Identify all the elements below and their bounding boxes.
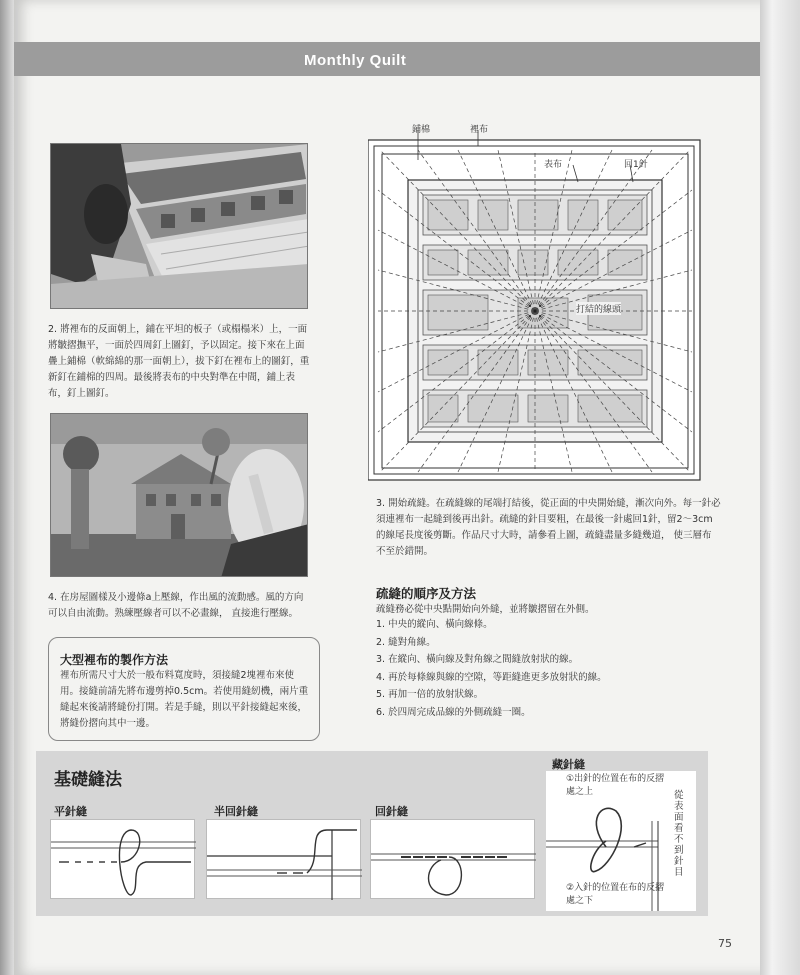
blind-note-1: ①出針的位置在布的反摺處之上 (566, 774, 665, 797)
basting-step: 6. 於四周完成品線的外側疏縫一圈。 (376, 706, 531, 718)
basic-stitches-title: 基礎縫法 (54, 770, 122, 790)
basting-step: 1. 中央的縱向、橫向線條。 (376, 619, 493, 630)
running-stitch-image (51, 820, 196, 900)
basting-step: 4. 再於每條線與線的空隙，等距縫進更多放射狀的線。 (376, 671, 607, 683)
label-knot: 打結的線頭 (576, 302, 621, 315)
blind-vertical-note: 從表面看不到針目 (674, 790, 684, 878)
back-stitch-label: 回針縫 (375, 805, 408, 818)
half-back-stitch-label: 半回針縫 (214, 805, 258, 818)
photo-pinning-quilt-image (51, 144, 308, 309)
page-number: 75 (718, 937, 732, 950)
page-edge (760, 0, 800, 975)
label-batting: 鋪棉 (412, 125, 431, 135)
label-top: 表布 (544, 160, 563, 170)
basting-order-title: 疏縫的順序及方法 (376, 586, 477, 601)
blind-note-2: ②入針的位置在布的反摺處之下 (566, 883, 665, 906)
blind-stitch-label: 藏針縫 (552, 758, 585, 771)
running-stitch-figure (50, 819, 195, 899)
caption-step-2: 2. 將裡布的反面朝上，鋪在平坦的板子（或榻榻米）上，一面將皺摺撫平，一面於四周釘上圖釘，予以固定。接下來在上面疊上鋪棉（軟綿綿的那一面朝上），拔下釘在裡布上的圖釘，重新釘在鋪棉的四周。最後將表布的中央對準在中間，鋪上表布，釘上圖釘。 (48, 324, 310, 399)
half-back-stitch-image (207, 820, 362, 900)
back-stitch-image (371, 820, 536, 900)
basting-diagram-image (368, 120, 708, 485)
half-back-stitch-figure (206, 819, 361, 899)
basting-diagram (368, 120, 708, 485)
photo-quilting-house (50, 413, 308, 577)
header-title: Monthly Quilt (304, 52, 407, 69)
basting-step: 3. 在縱向、橫向線及對角線之間縫放射狀的線。 (376, 654, 579, 665)
basting-step: 2. 縫對角線。 (376, 636, 436, 648)
large-lining-body: 裡布所需尺寸大於一般布料寬度時，須接縫2塊裡布來使用。接縫前請先將布邊剪掉0.5cm。若使用縫紉機，兩片重縫起來後請將縫份打開。若是手縫，則以平針接縫起來後，將縫份摺向其中一邊。 (60, 670, 309, 729)
large-lining-title: 大型裡布的製作方法 (60, 653, 169, 667)
caption-step-3: 3. 開始疏縫。在疏縫線的尾端打結後，從正面的中央開始縫，漸次向外。每一針必須連裡布一起縫到後再出針。疏縫的針目要粗，在最後一針處回1針，留2～3cm的線尾長度後剪斷。作品尺寸大時，請參看上圖，疏縫盡量多縫幾道， 使三層布不至於錯開。 (376, 498, 721, 557)
basting-steps (376, 616, 607, 721)
label-backstitch: 回1針 (624, 160, 648, 170)
photo-quilting-house-image (51, 414, 308, 577)
label-lining: 裡布 (470, 125, 489, 135)
basting-step: 5. 再加一倍的放射狀線。 (376, 689, 484, 700)
photo-pinning-quilt (50, 143, 308, 309)
running-stitch-label: 平針縫 (54, 805, 87, 818)
caption-step-4: 4. 在房屋圖樣及小邊條a上壓線，作出風的流動感。風的方向可以自由流動。熟練壓線者可以不必畫線， 直接進行壓線。 (48, 592, 304, 619)
basting-order-intro: 疏縫務必從中央點開始向外縫，並將皺摺留在外側。 (376, 604, 595, 615)
back-stitch-figure (370, 819, 535, 899)
